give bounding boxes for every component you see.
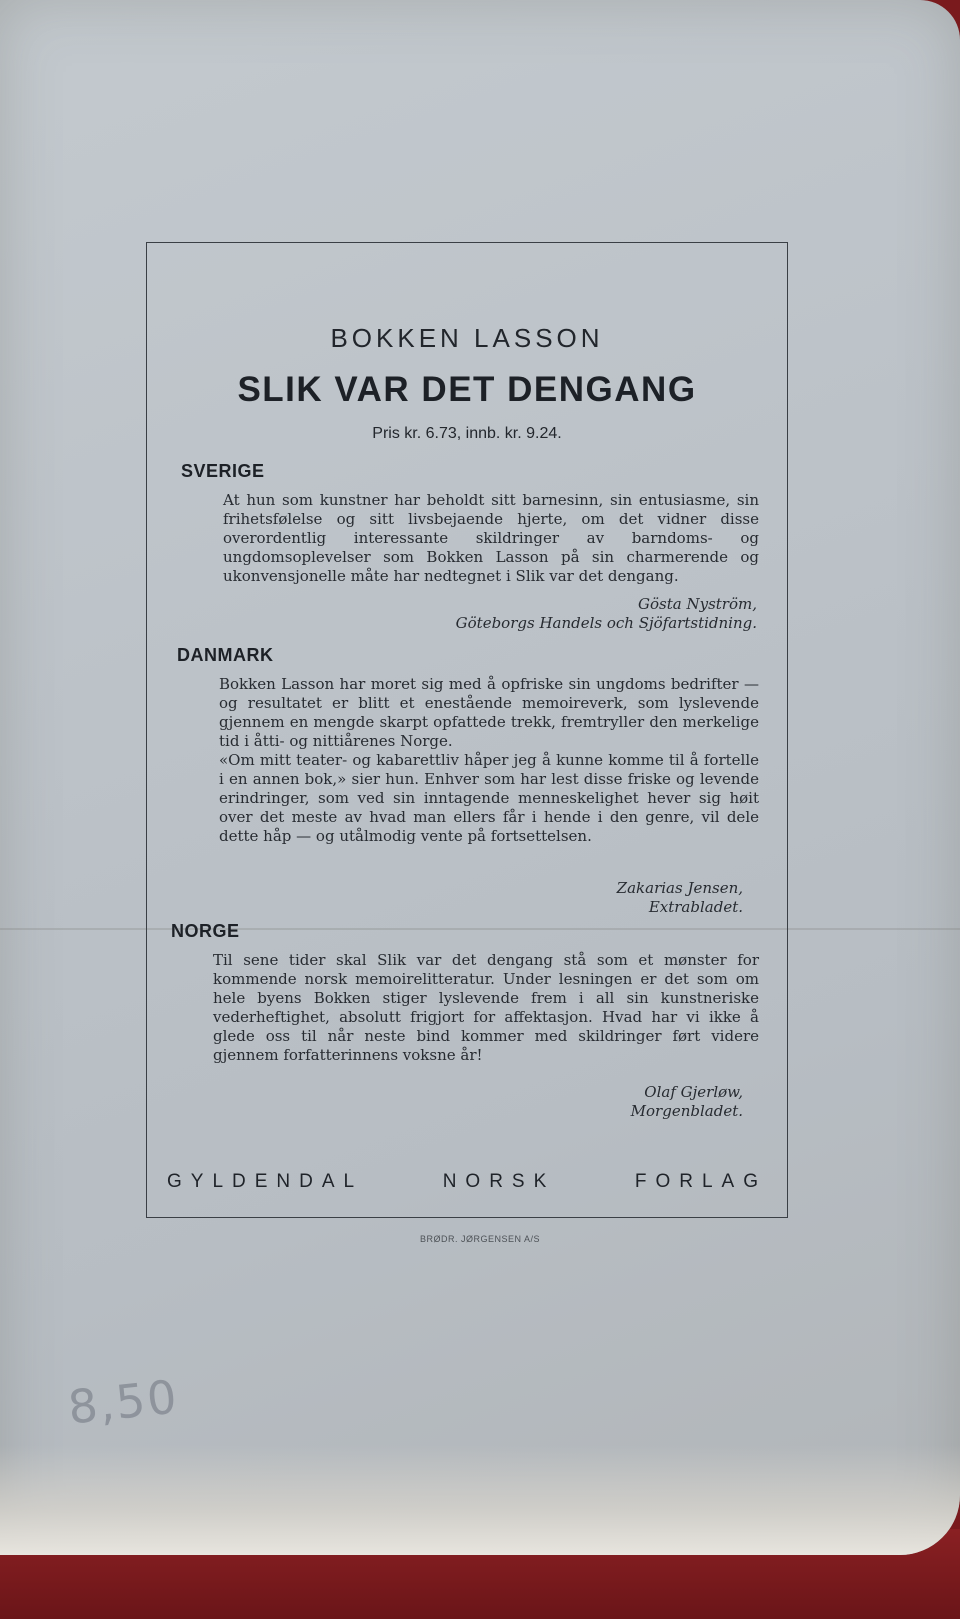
reviewer-publication: Morgenbladet. (630, 1102, 743, 1120)
signature-sverige (456, 595, 757, 633)
review-paragraph: Til sene tider skal Slik var det dengang stå som et mønster for kommende norsk memoirelitteratur. Under lesningen er det som om hele byens Bokken stiger lyslevende frem i all sin kunstneriske vederheftighet, absolutt frigjort for affektasjon. Hvad har vi ikke å glede oss til når neste bind kommer med skildringer ført videre gjennem forfatterinnens voksne år! (213, 951, 759, 1064)
price-line: Pris kr. 6.73, innb. kr. 9.24. (372, 425, 562, 442)
review-sverige (223, 491, 759, 586)
publisher-imprint (167, 1171, 767, 1193)
signature-norge (631, 1083, 743, 1121)
review-paragraph: At hun som kunstner har beholdt sitt barnesinn, sin entusiasme, sin frihetsfølelse og sitt livsbejaende hjerte, om det vidner disse overordentlig interessante skildringer av barndoms- og ungdomsoplevelser som Bokken Lasson på sin charmerende og ukonvensjonelle måte har nedtegnet i Slik var det dengang. (223, 491, 759, 585)
reviewer-publication: Göteborgs Handels och Sjöfartstidning. (455, 614, 757, 632)
section-heading-sverige: SVERIGE (181, 461, 265, 481)
cover-wear (0, 1445, 960, 1555)
reviewer-name: Zakarias Jensen, (616, 879, 743, 897)
reviewer-name: Olaf Gjerløw, (644, 1083, 743, 1101)
review-paragraph: «Om mitt teater- og kabarettliv håper jeg å kunne komme til å fortelle i en annen bok,» sier hun. Enhver som har lest disse friske og levende erindringer, som ved sin inntagende menneskelighet hever sig høit over det meste av hvad man ellers får i hende i den genre, vil dele dette håp — og utålmodig vente på fortsettelsen. (219, 751, 759, 845)
section-heading-norge: NORGE (171, 921, 240, 941)
publisher-word: FORLAG (634, 1171, 767, 1192)
author-name: BOKKEN LASSON (330, 323, 604, 353)
review-danmark (219, 675, 759, 846)
reviewer-name: Gösta Nyström, (638, 595, 757, 613)
printer-credit: BRØDR. JØRGENSEN A/S (419, 1234, 541, 1244)
publisher-word: NORSK (442, 1171, 556, 1192)
review-norge (213, 951, 759, 1065)
handwritten-price: 8,50 (65, 1369, 181, 1435)
review-paragraph: Bokken Lasson har moret sig med å opfriske sin ungdoms bedrifter — og resultatet er blitt et enestående memoireverk, som lyslevende gjennem en mengde skarpt opfattede trekk, fremtryller den merkelige tid i åtti- og nittiårenes Norge. (219, 675, 759, 750)
book-title: SLIK VAR DET DENGANG (237, 370, 697, 409)
blurb-panel (146, 242, 788, 1218)
section-heading-danmark: DANMARK (177, 645, 274, 665)
signature-danmark (617, 879, 743, 917)
reviewer-publication: Extrabladet. (648, 898, 743, 916)
publisher-word: GYLDENDAL (167, 1171, 364, 1192)
